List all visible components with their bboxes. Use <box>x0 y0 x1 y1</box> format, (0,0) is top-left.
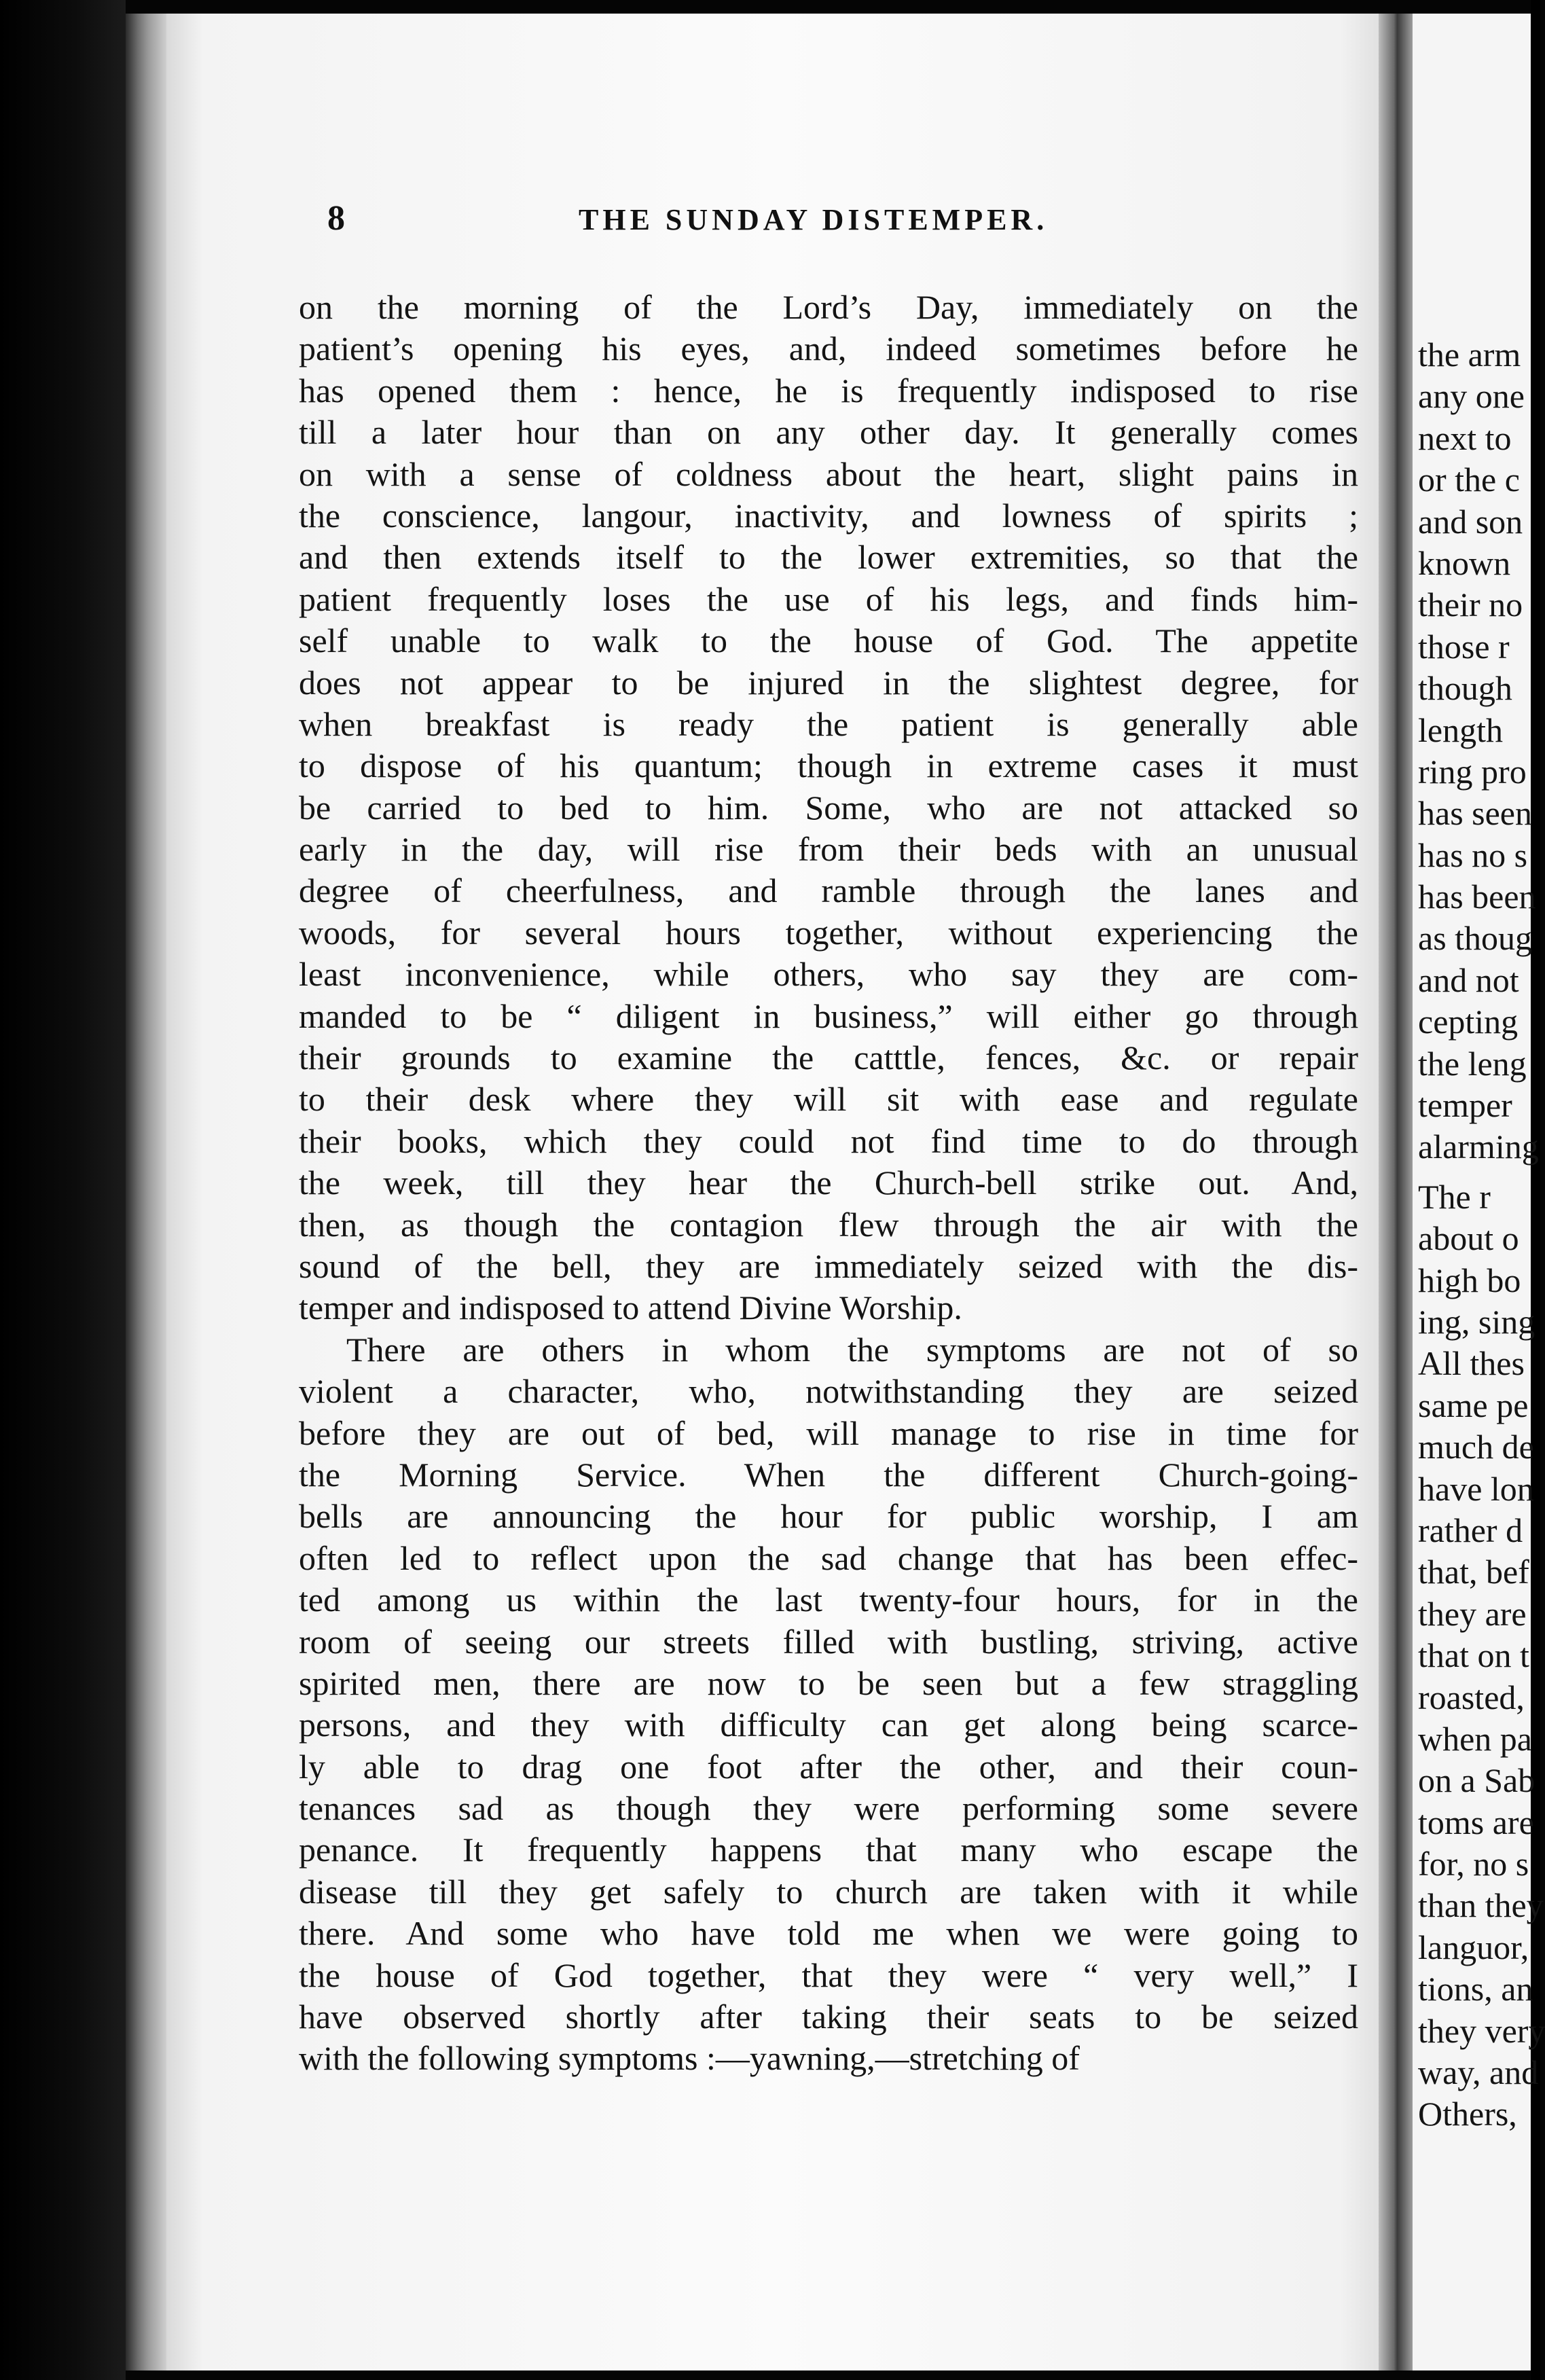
facing-text-line: known <box>1418 543 1511 582</box>
text-line: manded to be “ diligent in business,” will either go through <box>299 996 1358 1035</box>
facing-text-line: languor, <box>1418 1928 1529 1966</box>
facing-text-line: rather d <box>1418 1511 1523 1549</box>
facing-text-line: as thoug <box>1418 919 1533 958</box>
page-number: 8 <box>327 199 345 238</box>
facing-text-line: alarming <box>1418 1128 1539 1166</box>
page-gutter <box>1379 14 1413 2370</box>
text-line: there. And some who have told me when we were going to <box>299 1914 1358 1953</box>
text-line: with the following symptoms :—yawning,—stretching of <box>299 2039 1080 2078</box>
facing-text-line: they are <box>1418 1594 1527 1633</box>
text-line: ted among us within the last twenty-four hours, for in the <box>299 1581 1358 1619</box>
text-line: ly able to drag one foot after the other, and their coun- <box>299 1747 1358 1786</box>
facing-text-line: that, bef <box>1418 1553 1529 1591</box>
facing-text-line: and not <box>1418 960 1519 999</box>
text-line: least inconvenience, while others, who say they are com- <box>299 955 1358 994</box>
facing-text-line: about o <box>1418 1219 1519 1258</box>
facing-text-line: when pa <box>1418 1719 1532 1758</box>
facing-text-line: length <box>1418 710 1503 749</box>
facing-text-line: and son <box>1418 502 1523 541</box>
facing-text-line: than they <box>1418 1886 1544 1925</box>
text-line: till a later hour than on any other day. It generally comes <box>299 413 1358 452</box>
facing-text-line: temper <box>1418 1086 1512 1125</box>
text-line: their grounds to examine the catttle, fences, &c. or repair <box>299 1039 1358 1077</box>
text-line: tenances sad as though they were performing some severe <box>299 1789 1358 1828</box>
facing-page-text <box>1418 334 1545 2135</box>
facing-text-line: ring pro <box>1418 752 1527 791</box>
facing-text-line: next to <box>1418 418 1512 457</box>
facing-text-line: toms are <box>1418 1803 1534 1841</box>
page-header <box>327 198 1360 259</box>
facing-text-line: have lon <box>1418 1469 1534 1508</box>
text-line: to their desk where they will sit with ease and regulate <box>299 1080 1358 1119</box>
facing-text-line: they very <box>1418 2011 1545 2050</box>
text-line: on with a sense of coldness about the heart, slight pains in <box>299 454 1358 493</box>
facing-text-line: much de <box>1418 1428 1534 1466</box>
facing-text-line: same pe <box>1418 1386 1529 1424</box>
facing-text-line: for, no s <box>1418 1845 1529 1883</box>
facing-text-line: has seen <box>1418 794 1532 833</box>
text-line: the week, till they hear the Church-bell strike out. And, <box>299 1164 1358 1202</box>
text-line: be carried to bed to him. Some, who are not attacked so <box>299 788 1358 827</box>
facing-text-line: roasted, <box>1418 1678 1525 1716</box>
text-line: persons, and they with difficulty can get along being scarce- <box>299 1706 1358 1744</box>
text-line: room of seeing our streets filled with bustling, striving, active <box>299 1622 1358 1661</box>
facing-text-line: Others, <box>1418 2095 1517 2133</box>
text-line: spirited men, there are now to be seen but a few straggling <box>299 1663 1358 1702</box>
facing-text-line: has been <box>1418 878 1536 916</box>
text-line: to dispose of his quantum; though in extreme cases it must <box>299 746 1358 785</box>
text-line: patient’s opening his eyes, and, indeed sometimes before he <box>299 329 1358 368</box>
text-line: have observed shortly after taking their seats to be seized <box>299 1998 1358 2036</box>
facing-text-line: on a Sab <box>1418 1761 1535 1800</box>
text-line: There are others in whom the symptoms are not of so <box>346 1330 1358 1369</box>
facing-text-line: though <box>1418 669 1512 708</box>
text-line: before they are out of bed, will manage to rise in time for <box>299 1413 1358 1452</box>
facing-text-line: ing, sing <box>1418 1302 1535 1341</box>
facing-text-line: that on t <box>1418 1636 1529 1675</box>
running-title: THE SUNDAY DISTEMPER. <box>579 203 1049 236</box>
facing-text-line: the arm <box>1418 336 1521 374</box>
text-line: often led to reflect upon the sad change that has been effec- <box>299 1538 1358 1577</box>
facing-text-line: high bo <box>1418 1261 1521 1299</box>
body-text <box>299 287 1358 2080</box>
text-line: degree of cheerfulness, and ramble through the lanes and <box>299 871 1358 910</box>
facing-text-line: or the c <box>1418 461 1520 499</box>
text-line: then, as though the contagion flew through the air with the <box>299 1205 1358 1244</box>
text-line: their books, which they could not find time to do through <box>299 1121 1358 1160</box>
facing-text-line: cepting <box>1418 1003 1519 1041</box>
text-line: on the morning of the Lord’s Day, immediately on the <box>299 288 1358 326</box>
facing-text-line: way, and <box>1418 2053 1539 2092</box>
text-line: early in the day, will rise from their beds with an unusual <box>299 830 1358 869</box>
facing-text-line: tions, an <box>1418 1970 1533 2008</box>
facing-text-line: All thes <box>1418 1344 1525 1383</box>
text-line: does not appear to be injured in the slightest degree, for <box>299 663 1358 702</box>
facing-text-line: has no s <box>1418 835 1528 874</box>
film-border-left <box>0 0 126 2380</box>
facing-text-line: their no <box>1418 585 1523 624</box>
text-line: has opened them : hence, he is frequently indisposed to rise <box>299 371 1358 410</box>
text-line: and then extends itself to the lower extremities, so that the <box>299 538 1358 577</box>
text-line: the conscience, langour, inactivity, and lowness of spirits ; <box>299 496 1358 535</box>
text-line: woods, for several hours together, without experiencing the <box>299 913 1358 952</box>
text-line: the Morning Service. When the different Church-going- <box>299 1455 1358 1494</box>
text-line: disease till they get safely to church are taken with it while <box>299 1872 1358 1911</box>
text-line: temper and indisposed to attend Divine Worship. <box>299 1288 962 1327</box>
text-line: when breakfast is ready the patient is generally able <box>299 704 1358 743</box>
text-line: self unable to walk to the house of God. The appetite <box>299 621 1358 660</box>
paragraph-1 <box>299 287 1358 1329</box>
text-line: patient frequently loses the use of his legs, and finds him- <box>299 579 1358 618</box>
text-line: violent a character, who, notwithstanding they are seized <box>299 1372 1358 1411</box>
text-line: the house of God together, that they were “ very well,” I <box>299 1955 1358 1994</box>
facing-text-line: any one <box>1418 377 1525 416</box>
facing-text-line: The r <box>1418 1177 1491 1216</box>
facing-text-line: the leng <box>1418 1044 1527 1083</box>
facing-text-line: those r <box>1418 627 1510 666</box>
text-line: sound of the bell, they are immediately seized with the dis- <box>299 1246 1358 1285</box>
text-line: penance. It frequently happens that many who escape the <box>299 1831 1358 1869</box>
book-binding-edge <box>126 14 166 2370</box>
text-line: bells are announcing the hour for public worship, I am <box>299 1497 1358 1536</box>
paragraph-2 <box>299 1329 1358 2080</box>
facing-page-fragment <box>1413 14 1545 2370</box>
